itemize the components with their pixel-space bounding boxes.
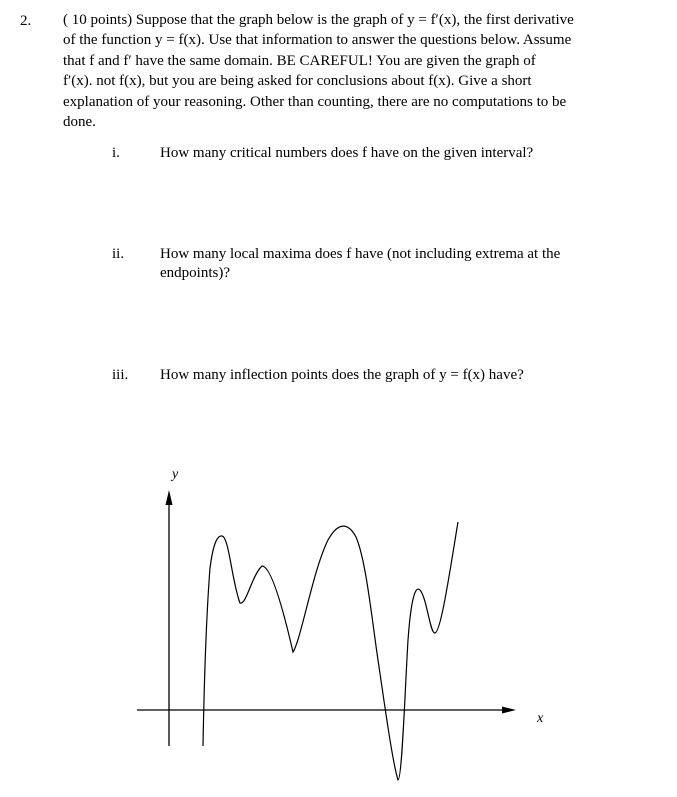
x-axis-label: x	[537, 711, 544, 726]
question-line: of the function y = f(x). Use that information to answer the questions below. Assume	[63, 32, 572, 49]
part-line: How many inflection points does the graph of y = f(x) have?	[160, 367, 524, 383]
question-number: 2.	[20, 13, 32, 29]
y-axis-label: y	[172, 467, 179, 482]
question-line: explanation of your reasoning. Other than counting, there are no computations to be	[63, 93, 567, 110]
question-line: done.	[63, 114, 96, 131]
x-axis-arrow	[502, 707, 516, 714]
part-line: endpoints)?	[160, 265, 230, 281]
part-label: ii.	[112, 246, 125, 262]
question-line: that f and f′ have the same domain. BE CAREFUL! You are given the graph of	[63, 52, 536, 69]
part-label: i.	[112, 145, 120, 161]
question-line: ( 10 points) Suppose that the graph below is the graph of y = f′(x), the first derivative	[63, 12, 574, 28]
question-line: f′(x). not f(x), but you are being asked for conclusions about f(x). Give a short	[63, 73, 532, 90]
derivative-curve	[203, 522, 458, 780]
part-label: iii.	[112, 367, 129, 383]
part-line: How many local maxima does f have (not including extrema at the	[160, 246, 561, 262]
y-axis-arrow	[166, 490, 173, 505]
part-line: How many critical numbers does f have on the given interval?	[160, 145, 534, 161]
